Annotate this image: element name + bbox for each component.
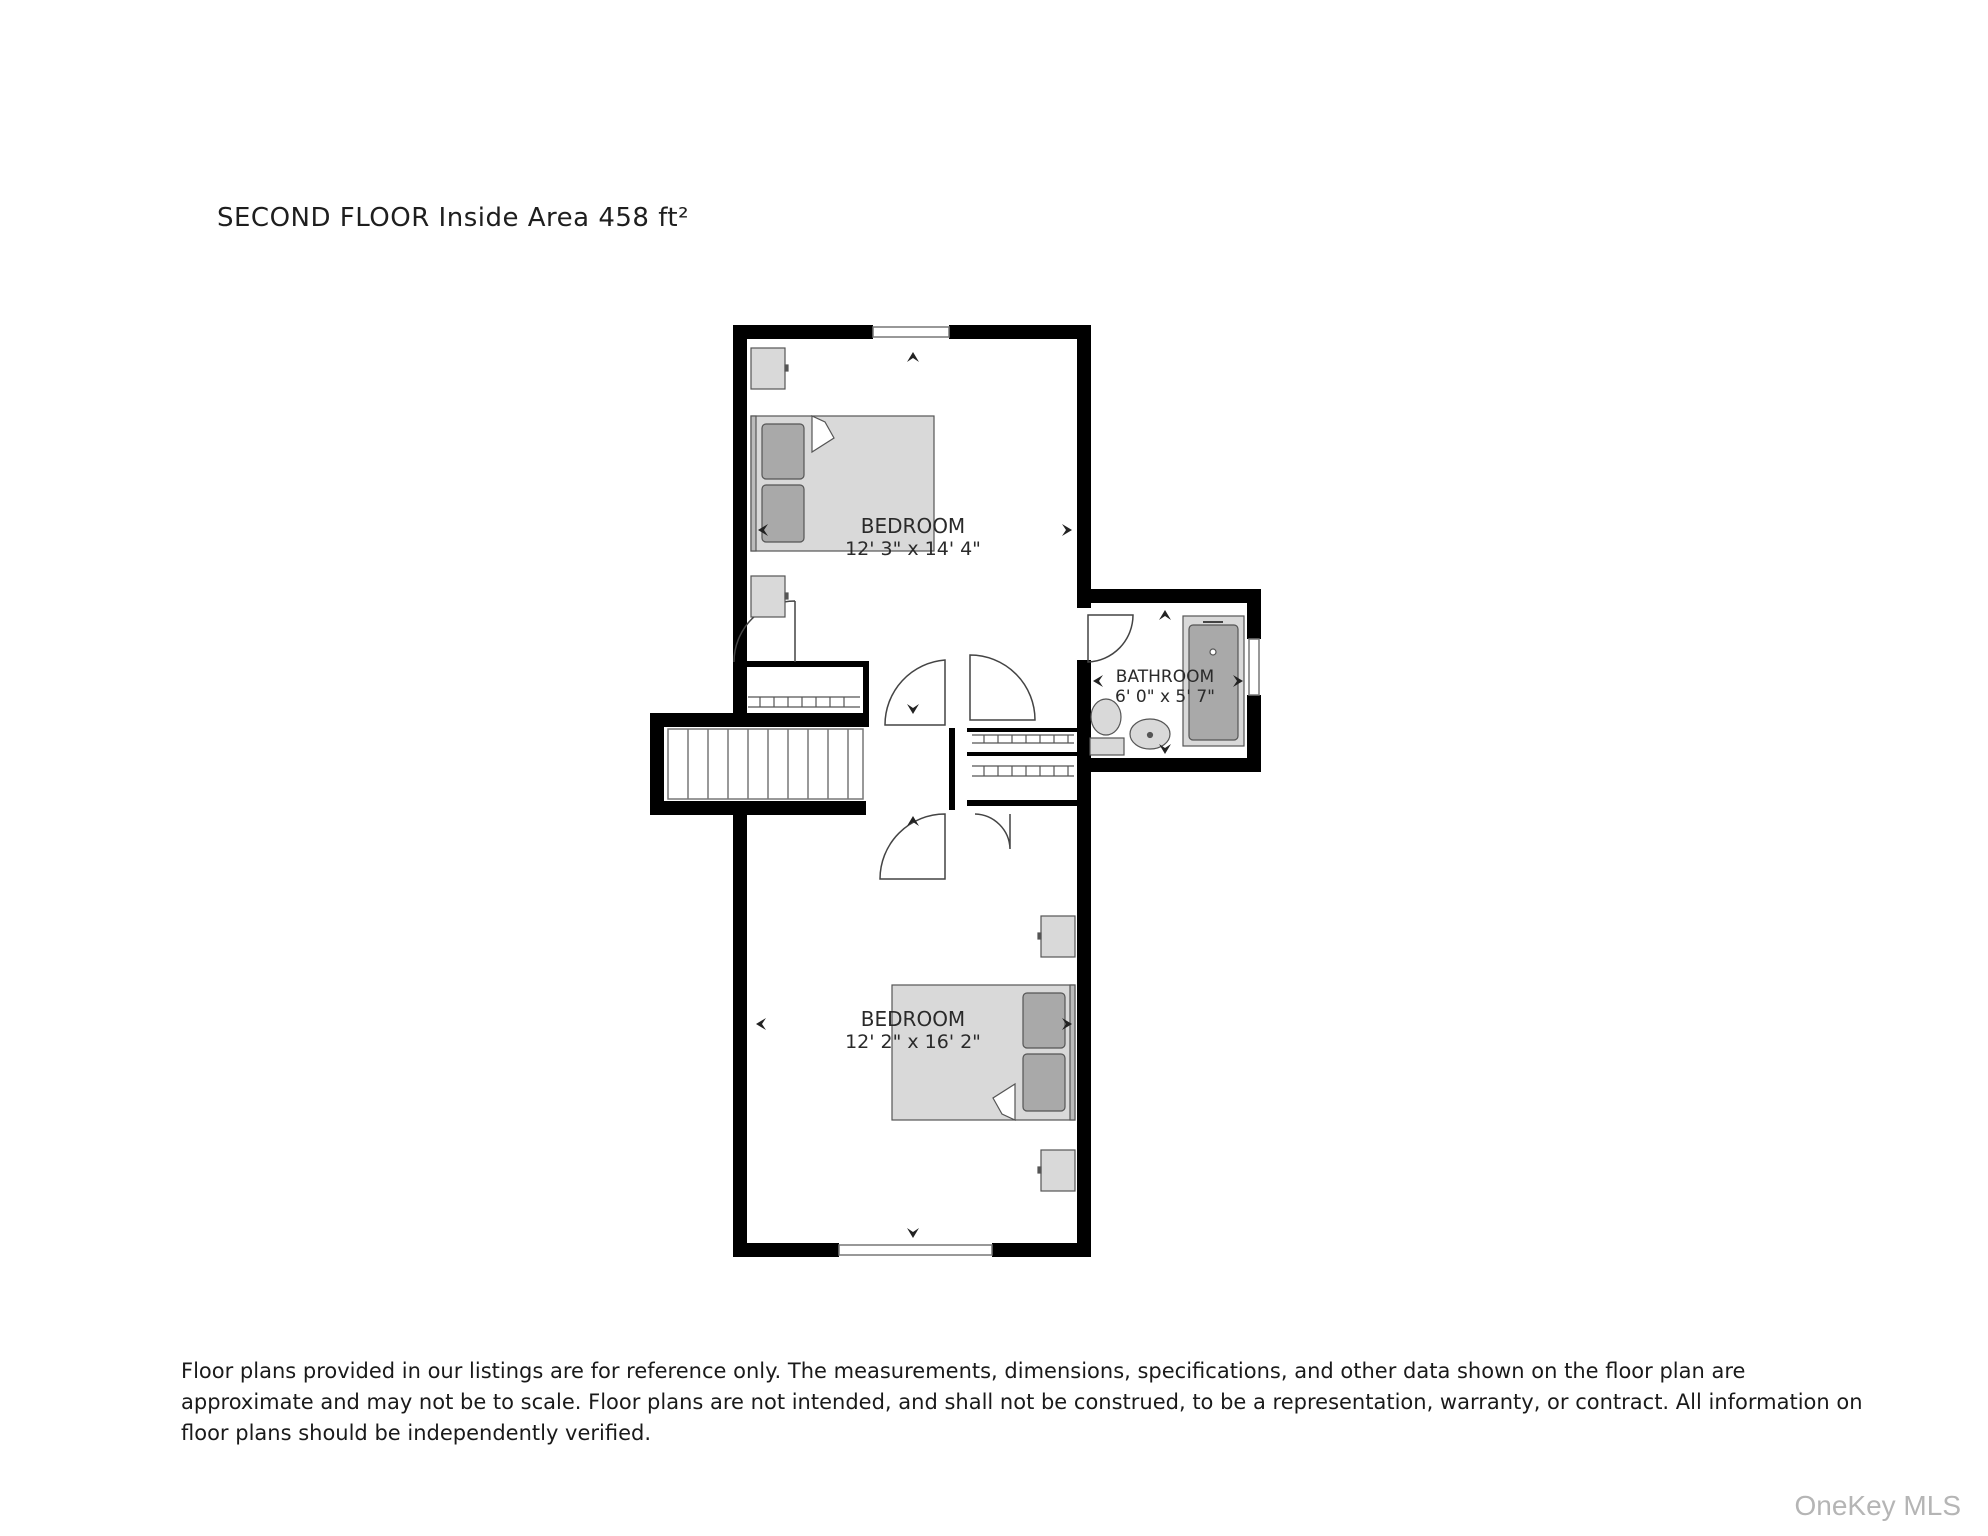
wall-closet-top [742,661,869,667]
wall-stair-bottom [650,801,866,815]
room-name: BATHROOM [1115,667,1215,687]
wall-bottom-bedroom-right [1077,770,1091,1257]
nightstand [751,576,785,617]
pillow [1023,1054,1065,1111]
wall-stair-left [650,713,664,815]
window-bottom [839,1245,992,1255]
nightstand [1041,1150,1075,1191]
floor-title: SECOND FLOOR Inside Area 458 ft² [217,203,690,233]
stairs [668,729,863,799]
wall-hall-closet [967,728,1079,732]
wall-bath-left [1077,660,1091,772]
wall-hall-closet-b2 [967,800,1079,806]
wall-hall-closet-bottom [967,752,1079,756]
room-name: BEDROOM [860,514,966,538]
wall-bottom-bedroom-bottom-left [733,1243,839,1257]
pillow [762,424,804,479]
nightstand [1041,916,1075,957]
nightstand [751,348,785,389]
disclaimer [181,1356,1863,1449]
pillow [1023,993,1065,1048]
window-top [873,327,949,337]
wall-bottom-bedroom-left [733,801,747,1257]
watermark: OneKey MLS [1794,1490,1961,1521]
pillow [762,485,804,542]
wall-top-bedroom-top-left [733,325,873,339]
wall-top-bedroom-top-right [949,325,1091,339]
wall-hall-divider [949,728,955,810]
wall-bottom-bedroom-bottom-right [992,1243,1091,1257]
disclaimer-line: Floor plans provided in our listings are for reference only. The measurements, dimensions, specifications, and other data shown on the floor plan are [181,1359,1746,1383]
disclaimer-line: floor plans should be independently verified. [181,1421,652,1445]
window-bath [1249,639,1259,695]
room-name: BEDROOM [860,1007,966,1031]
wall-bath-right-top [1247,589,1261,639]
wall-stair-top [650,713,865,727]
top-bedroom-furniture [751,348,934,617]
wall-top-bedroom-left [733,325,747,715]
room-dimensions: 12' 2" x 16' 2" [845,1031,981,1053]
wall-bath-bottom [1077,758,1261,772]
bottom-bedroom-furniture [892,916,1075,1191]
wall-bath-top [1077,589,1261,603]
disclaimer-line: approximate and may not be to scale. Floor plans are not intended, and shall not be construed, to be a representation, warranty, or contract. All information on [181,1390,1863,1414]
room-dimensions: 6' 0" x 5' 7" [1115,687,1215,707]
room-dimensions: 12' 3" x 14' 4" [845,538,981,560]
wall-closet-right [863,661,869,727]
wall-top-bedroom-right [1077,325,1091,608]
